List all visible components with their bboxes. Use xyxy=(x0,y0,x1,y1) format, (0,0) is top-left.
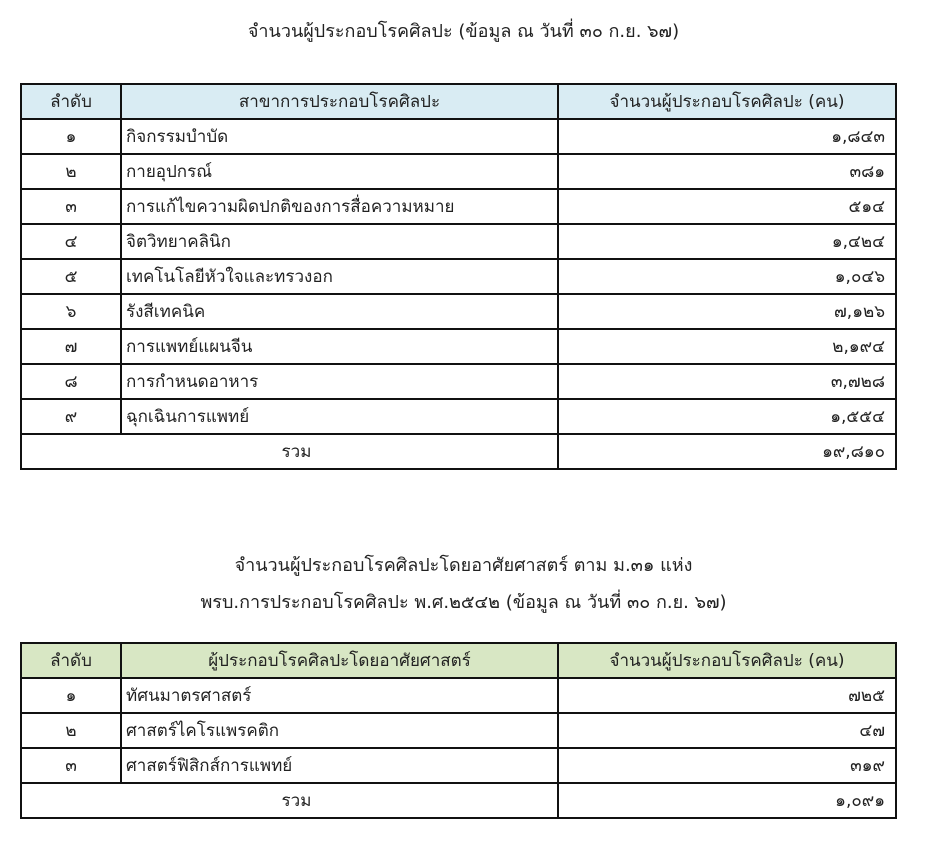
row-number: ๑ xyxy=(21,119,121,154)
row-number: ๒ xyxy=(21,154,121,189)
table1-body xyxy=(21,119,896,434)
row-number: ๓ xyxy=(21,189,121,224)
table2-total-row xyxy=(21,783,896,818)
total-value: ๑๙,๘๑๐ xyxy=(558,434,896,469)
row-number: ๕ xyxy=(21,259,121,294)
row-name: กายอุปกรณ์ xyxy=(121,154,558,189)
row-count: ๑,๐๔๖ xyxy=(558,259,896,294)
total-value: ๑,๐๙๑ xyxy=(558,783,896,818)
row-count: ๑,๘๔๓ xyxy=(558,119,896,154)
row-number: ๓ xyxy=(21,748,121,783)
column-header-count: จำนวนผู้ประกอบโรคศิลปะ (คน) xyxy=(558,84,896,119)
row-number: ๘ xyxy=(21,364,121,399)
row-count: ๓,๗๒๘ xyxy=(558,364,896,399)
row-count: ๒,๑๙๔ xyxy=(558,329,896,364)
row-number: ๒ xyxy=(21,713,121,748)
table1-header xyxy=(21,84,896,119)
table-row xyxy=(21,294,896,329)
row-number: ๗ xyxy=(21,329,121,364)
column-header-science: ผู้ประกอบโรคศิลปะโดยอาศัยศาสตร์ xyxy=(121,643,558,678)
table-row xyxy=(21,678,896,713)
total-label: รวม xyxy=(21,434,558,469)
row-number: ๙ xyxy=(21,399,121,434)
column-header-count: จำนวนผู้ประกอบโรคศิลปะ (คน) xyxy=(558,643,896,678)
row-count: ๑,๔๒๔ xyxy=(558,224,896,259)
table1-total-row xyxy=(21,434,896,469)
row-name: ฉุกเฉินการแพทย์ xyxy=(121,399,558,434)
table2-title-line1: จำนวนผู้ประกอบโรคศิลปะโดยอาศัยศาสตร์ ตาม ม.๓๑ แห่ง xyxy=(234,555,693,576)
row-number: ๖ xyxy=(21,294,121,329)
row-count: ๗๒๕ xyxy=(558,678,896,713)
row-name: รังสีเทคนิค xyxy=(121,294,558,329)
table-row xyxy=(21,259,896,294)
column-header-order: ลำดับ xyxy=(21,84,121,119)
row-count: ๗,๑๒๖ xyxy=(558,294,896,329)
table-row xyxy=(21,713,896,748)
row-name: ทัศนมาตรศาสตร์ xyxy=(121,678,558,713)
row-count: ๓๘๑ xyxy=(558,154,896,189)
row-name: การแก้ไขความผิดปกติของการสื่อความหมาย xyxy=(121,189,558,224)
professionals-by-science-table xyxy=(20,642,897,819)
row-number: ๔ xyxy=(21,224,121,259)
row-name: เทคโนโลยีหัวใจและทรวงอก xyxy=(121,259,558,294)
row-name: การกำหนดอาหาร xyxy=(121,364,558,399)
table-row xyxy=(21,189,896,224)
row-count: ๔๗ xyxy=(558,713,896,748)
table-row xyxy=(21,154,896,189)
row-name: ศาสตร์ฟิสิกส์การแพทย์ xyxy=(121,748,558,783)
table-row xyxy=(21,748,896,783)
table2-body xyxy=(21,678,896,783)
table2-header xyxy=(21,643,896,678)
column-header-order: ลำดับ xyxy=(21,643,121,678)
row-name: ศาสตร์ไคโรแพรคติก xyxy=(121,713,558,748)
professionals-by-branch-table xyxy=(20,83,897,470)
table-row xyxy=(21,364,896,399)
table1-title: จำนวนผู้ประกอบโรคศิลปะ (ข้อมูล ณ วันที่ ๓๐ ก.ย. ๖๗) xyxy=(247,21,680,42)
table-row xyxy=(21,329,896,364)
row-name: การแพทย์แผนจีน xyxy=(121,329,558,364)
row-count: ๕๑๔ xyxy=(558,189,896,224)
row-name: กิจกรรมบำบัด xyxy=(121,119,558,154)
table-row xyxy=(21,119,896,154)
table-row xyxy=(21,399,896,434)
column-header-branch: สาขาการประกอบโรคศิลปะ xyxy=(121,84,558,119)
row-count: ๑,๕๕๔ xyxy=(558,399,896,434)
row-number: ๑ xyxy=(21,678,121,713)
row-name: จิตวิทยาคลินิก xyxy=(121,224,558,259)
total-label: รวม xyxy=(21,783,558,818)
table2-title-line2: พรบ.การประกอบโรคศิลปะ พ.ศ.๒๕๔๒ (ข้อมูล ณ วันที่ ๓๐ ก.ย. ๖๗) xyxy=(200,592,727,613)
table-row xyxy=(21,224,896,259)
row-count: ๓๑๙ xyxy=(558,748,896,783)
